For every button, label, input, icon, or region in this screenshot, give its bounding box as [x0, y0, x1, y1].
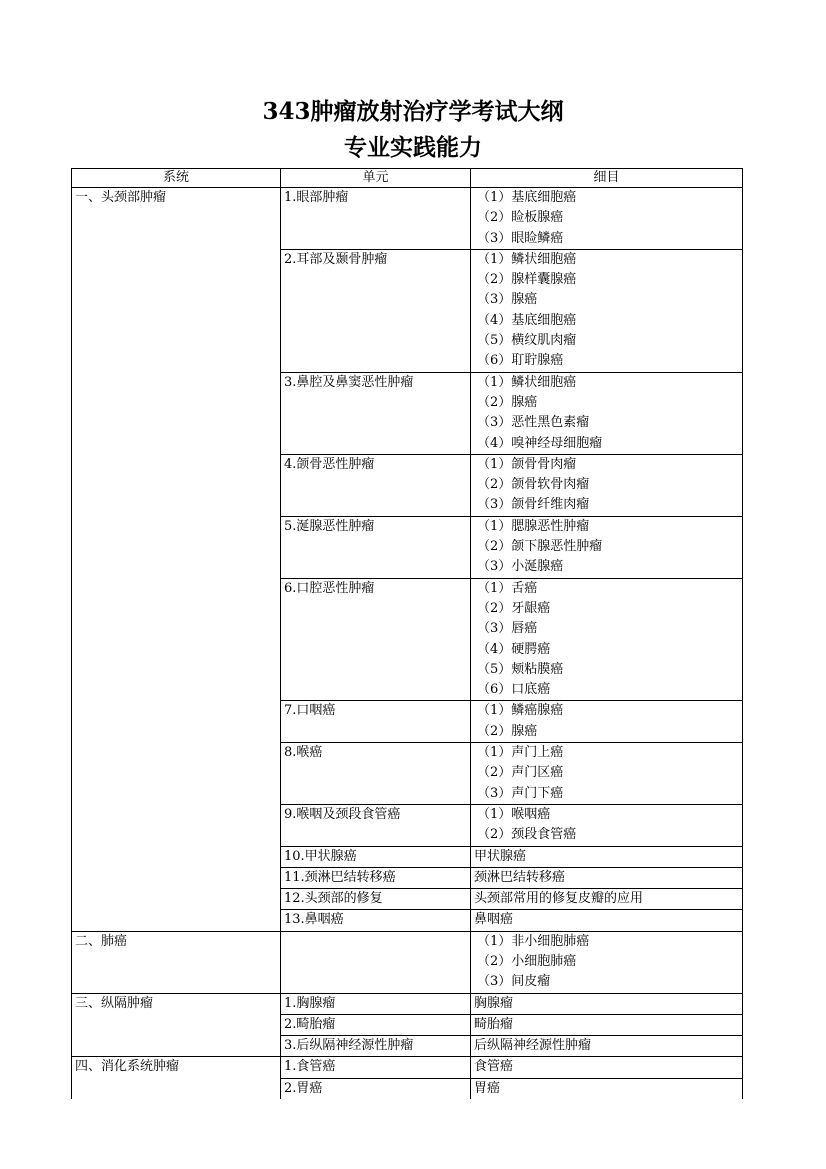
detail-item: （5）横纹肌肉瘤	[477, 333, 577, 349]
cell-unit: 1.眼部肿瘤	[281, 188, 471, 250]
detail-item: 食管癌	[474, 1059, 514, 1075]
detail-item: 胃癌	[474, 1080, 501, 1096]
cell-system	[72, 910, 281, 931]
table-row	[72, 846, 743, 867]
header-system: 系统	[72, 169, 281, 188]
detail-item: （1）颌骨骨肉瘤	[477, 456, 577, 472]
detail-item: 头颈部常用的修复皮瓣的应用	[474, 891, 644, 907]
cell-unit: 7.口咽癌	[281, 701, 471, 743]
table-row	[72, 188, 743, 250]
table-row	[72, 910, 743, 931]
table-row	[72, 1014, 743, 1035]
detail-item: 颈淋巴结转移癌	[474, 869, 566, 885]
cell-system	[72, 867, 281, 888]
header-row	[72, 169, 743, 188]
cell-system	[72, 578, 281, 701]
detail-item: （2）颌下腺恶性肿瘤	[477, 539, 603, 555]
cell-detail	[471, 910, 743, 931]
page-title: 343肿瘤放射治疗学考试大纲	[262, 98, 564, 125]
detail-item: （2）小细胞肺癌	[477, 953, 577, 969]
cell-detail	[471, 867, 743, 888]
detail-item: （5）颊粘膜癌	[477, 661, 564, 677]
detail-item: （1）鳞状细胞癌	[477, 251, 577, 267]
cell-detail	[471, 889, 743, 910]
cell-unit: 8.喉癌	[281, 743, 471, 805]
cell-unit: 10.甲状腺癌	[281, 846, 471, 867]
cell-detail	[471, 1078, 743, 1099]
table-row	[72, 931, 743, 993]
cell-system	[72, 1036, 281, 1057]
detail-item: 胸腺瘤	[474, 995, 514, 1011]
table-row	[72, 1036, 743, 1057]
detail-item: （3）眼睑鳞癌	[477, 230, 564, 246]
header-detail: 细目	[471, 169, 743, 188]
detail-item: （1）基底细胞癌	[477, 190, 577, 205]
cell-system	[72, 743, 281, 805]
table-row	[72, 701, 743, 743]
detail-item: （3）小涎腺癌	[477, 559, 564, 575]
cell-detail	[471, 1014, 743, 1035]
detail-item: （4）嗅神经母细胞瘤	[477, 435, 603, 451]
detail-item: （2）颈段食管癌	[477, 827, 577, 843]
detail-item: （1）鳞状细胞癌	[477, 374, 577, 390]
detail-item: （1）鳞癌腺癌	[477, 703, 564, 719]
cell-unit: 5.涎腺恶性肿瘤	[281, 516, 471, 578]
page-subtitle: 专业实践能力	[344, 134, 482, 161]
cell-unit: 3.后纵隔神经源性肿瘤	[281, 1036, 471, 1057]
cell-system	[72, 454, 281, 516]
table-row	[72, 454, 743, 516]
detail-item: （2）声门区癌	[477, 765, 564, 781]
cell-detail	[471, 372, 743, 454]
detail-item: （3）腺癌	[477, 292, 538, 308]
detail-item: （3）间皮瘤	[477, 974, 551, 990]
cell-unit: 12.头颈部的修复	[281, 889, 471, 910]
detail-item: （2）睑板腺癌	[477, 210, 564, 226]
cell-detail	[471, 993, 743, 1014]
cell-detail	[471, 454, 743, 516]
table-row	[72, 993, 743, 1014]
detail-item: （6）耵聍腺癌	[477, 353, 564, 369]
cell-detail	[471, 743, 743, 805]
cell-unit: 4.颌骨恶性肿瘤	[281, 454, 471, 516]
table-row	[72, 804, 743, 846]
cell-system: 四、消化系统肿瘤	[72, 1057, 281, 1078]
cell-unit: 3.鼻腔及鼻窦恶性肿瘤	[281, 372, 471, 454]
cell-system	[72, 846, 281, 867]
cell-system	[72, 889, 281, 910]
detail-item: （4）硬腭癌	[477, 641, 551, 657]
detail-item: （2）牙龈癌	[477, 600, 551, 616]
cell-system: 三、纵隔肿瘤	[72, 993, 281, 1014]
detail-item: 畸胎瘤	[474, 1016, 514, 1032]
cell-detail	[471, 578, 743, 701]
cell-unit: 1.食管癌	[281, 1057, 471, 1078]
header-unit: 单元	[281, 169, 471, 188]
cell-unit: 13.鼻咽癌	[281, 910, 471, 931]
detail-item: （2）腺癌	[477, 723, 538, 739]
table-row	[72, 578, 743, 701]
syllabus-table	[71, 168, 743, 1099]
cell-detail	[471, 804, 743, 846]
table-row	[72, 743, 743, 805]
detail-item: （1）舌癌	[477, 580, 538, 596]
cell-detail	[471, 249, 743, 372]
detail-item: （6）口底癌	[477, 682, 551, 698]
detail-item: 后纵隔神经源性肿瘤	[474, 1038, 592, 1054]
cell-unit: 2.畸胎瘤	[281, 1014, 471, 1035]
cell-detail	[471, 516, 743, 578]
detail-item: （3）声门下癌	[477, 785, 564, 801]
detail-item: （1）非小细胞肺癌	[477, 933, 590, 949]
table-row	[72, 1078, 743, 1099]
detail-item: （3）颌骨纤维肉瘤	[477, 497, 590, 513]
cell-detail	[471, 931, 743, 993]
cell-unit: 6.口腔恶性肿瘤	[281, 578, 471, 701]
cell-detail	[471, 1036, 743, 1057]
detail-item: （3）唇癌	[477, 621, 538, 637]
cell-detail	[471, 846, 743, 867]
detail-item: 鼻咽癌	[474, 912, 514, 928]
cell-unit: 2.胃癌	[281, 1078, 471, 1099]
cell-system	[72, 1078, 281, 1099]
cell-system: 一、头颈部肿瘤	[72, 188, 281, 250]
detail-item: （3）恶性黑色素瘤	[477, 415, 590, 431]
cell-unit	[281, 931, 471, 993]
table-row	[72, 372, 743, 454]
cell-detail	[471, 1057, 743, 1078]
cell-system: 二、肺癌	[72, 931, 281, 993]
cell-system	[72, 249, 281, 372]
cell-system	[72, 372, 281, 454]
cell-system	[72, 516, 281, 578]
detail-item: （1）腮腺恶性肿瘤	[477, 518, 590, 534]
cell-system	[72, 804, 281, 846]
table-row	[72, 1057, 743, 1078]
detail-item: （2）腺样囊腺癌	[477, 272, 577, 288]
cell-unit: 2.耳部及颞骨肿瘤	[281, 249, 471, 372]
table-row	[72, 867, 743, 888]
cell-system	[72, 1014, 281, 1035]
table-row	[72, 516, 743, 578]
detail-item: （2）腺癌	[477, 394, 538, 410]
cell-unit: 1.胸腺瘤	[281, 993, 471, 1014]
detail-item: （2）颌骨软骨肉瘤	[477, 477, 590, 493]
cell-unit: 11.颈淋巴结转移癌	[281, 867, 471, 888]
detail-item: （4）基底细胞癌	[477, 312, 577, 328]
detail-item: （1）喉咽癌	[477, 806, 551, 822]
table-row	[72, 889, 743, 910]
cell-detail	[471, 701, 743, 743]
cell-unit: 9.喉咽及颈段食管癌	[281, 804, 471, 846]
detail-item: （1）声门上癌	[477, 745, 564, 761]
cell-detail	[471, 188, 743, 250]
cell-system	[72, 701, 281, 743]
table-body	[72, 188, 743, 1100]
detail-item: 甲状腺癌	[474, 848, 527, 864]
table-row	[72, 249, 743, 372]
